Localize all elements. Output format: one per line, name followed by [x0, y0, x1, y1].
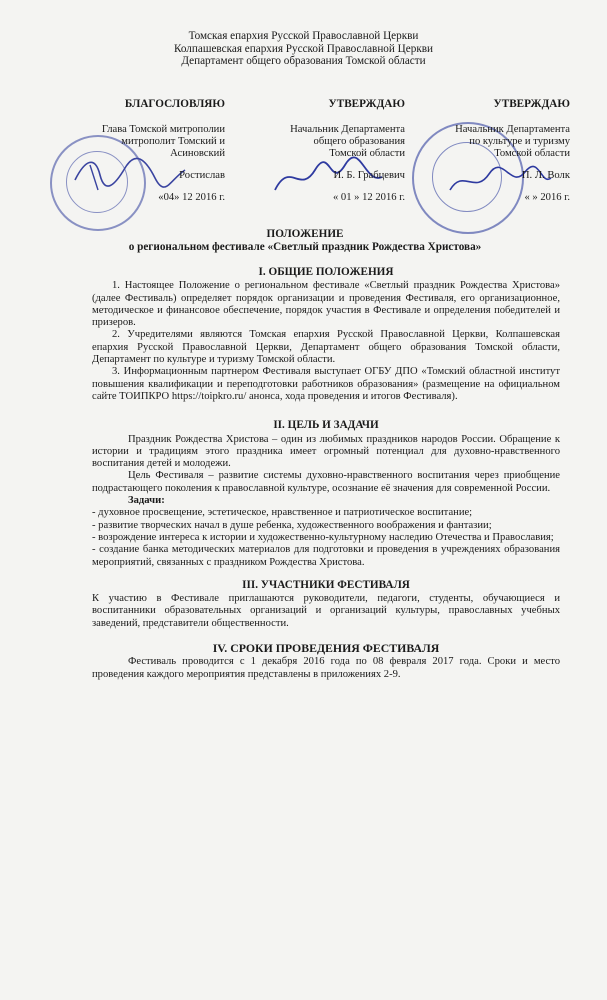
task-item: - духовное просвещение, эстетическое, нравственное и патриотическое воспитание; [92, 507, 473, 519]
paragraph: Цель Фестиваля – развитие системы духовно-нравственного воспитания через приобщение подрастающего поколения к православной культуре, осознание её значения для современной России. [92, 470, 560, 494]
section-heading: III. УЧАСТНИКИ ФЕСТИВАЛЯ [242, 578, 410, 591]
approval-caption: УТВЕРЖДАЮ [328, 98, 405, 110]
approval-role-line: митрополит Томский и [121, 136, 225, 147]
paragraph: К участию в Фестивале приглашаются руководители, педагоги, студенты, обучающиеся и воспитанники образовательных организаций и организаций культуры, православных учебных заведений, представители общественности. [92, 593, 560, 629]
approval-name: П. Л. Волк [521, 170, 570, 181]
document-title-block [40, 228, 570, 254]
approval-block-culture [420, 98, 570, 204]
approval-role-line: Асиновский [170, 148, 225, 159]
approval-block-eparchy [75, 98, 225, 204]
paragraph: Фестиваль проводится с 1 декабря 2016 года по 08 февраля 2017 года. Сроки и место проведения каждого мероприятия представлены в приложениях 2-9. [92, 656, 560, 680]
approval-block-education [250, 98, 405, 204]
paragraph: 1. Настоящее Положение о региональном фестивале «Светлый праздник Рождества Христова» (далее Фестиваль) определяет порядок организации и проведения Фестиваля, его организационное, методическое и финансовое обеспечение, порядок участия в Фестивале и определения победителей и призеров. [92, 280, 560, 329]
approval-caption: БЛАГОСЛОВЛЯЮ [124, 98, 225, 110]
paragraph: 3. Информационным партнером Фестиваля выступает ОГБУ ДПО «Томский областной институт повышения квалификации и переподготовки работников образования» (размещение на официальном сайте ТОИПКРО https://toipkro.ru/ анонса, хода проведения и итогов Фестиваля). [92, 366, 560, 402]
approval-name: И. Б. Грабцевич [333, 170, 405, 181]
tasks-label: Задачи: [128, 495, 165, 507]
header-line-1: Томская епархия Русской Православной Церкви [188, 30, 419, 42]
approval-caption: УТВЕРЖДАЮ [493, 98, 570, 110]
approval-role-line: Томской области [329, 148, 405, 159]
approval-role-line: Начальник Департамента [455, 124, 570, 135]
approval-role-line: общего образования [313, 136, 405, 147]
approval-role-line: Глава Томской митрополии [101, 124, 225, 135]
approval-role-line: Начальник Департамента [290, 124, 405, 135]
document-subtitle: о региональном фестивале «Светлый праздник Рождества Христова» [128, 241, 482, 253]
paragraph: 2. Учредителями являются Томская епархия Русской Православной Церкви, Колпашевская епархия Русской Православной Церкви, Департамент общего образования Томской области, Департамент по культуре и туризму Томской области. [92, 329, 560, 366]
section-heading: IV. СРОКИ ПРОВЕДЕНИЯ ФЕСТИВАЛЯ [212, 641, 440, 656]
approval-date: « 01 » 12 2016 г. [332, 192, 405, 203]
task-item: - создание банка методических материалов для подготовки и проведения в учреждениях образования мероприятий, связанных с праздником Рождества Христова. [92, 544, 560, 568]
task-item: - возрождение интереса к истории и художественно-культурному наследию Отечества и Православия; [92, 531, 554, 543]
paragraph: Праздник Рождества Христова – один из любимых праздников народов России. Обращение к истории и традициям этого праздника имеет огромный потенциал для духовно-нравственного воспитания детей и молодежи. [92, 433, 560, 470]
document-header [0, 30, 607, 68]
section-heading: II. ЦЕЛЬ И ЗАДАЧИ [273, 419, 379, 432]
header-line-3: Департамент общего образования Томской области [181, 55, 426, 67]
approval-date: «04» 12 2016 г. [158, 192, 225, 203]
approval-name: Ростислав [179, 170, 225, 181]
approval-role-line: Томской области [494, 148, 570, 159]
approval-role-line: по культуре и туризму [469, 136, 570, 147]
section-heading: I. ОБЩИЕ ПОЛОЖЕНИЯ [258, 266, 394, 278]
approval-date: « » 2016 г. [524, 192, 570, 203]
document-body [92, 266, 560, 681]
header-line-2: Колпашевская епархия Русской Православной Церкви [173, 42, 434, 55]
task-item: - развитие творческих начал в душе ребенка, художественного воображения и фантазии; [92, 519, 492, 531]
document-title: ПОЛОЖЕНИЕ [266, 228, 344, 240]
